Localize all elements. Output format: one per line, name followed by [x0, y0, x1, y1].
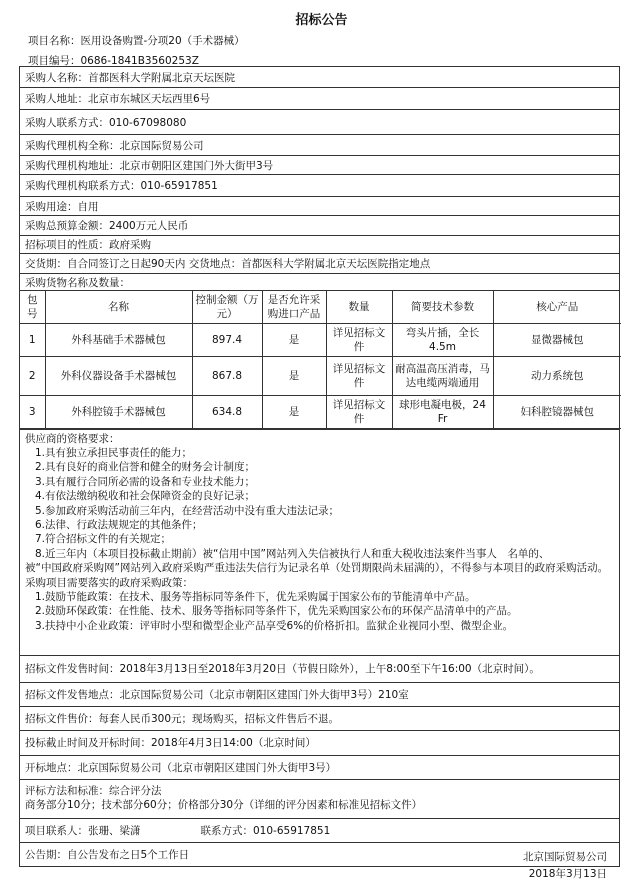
list-item: 1.鼓励节能政策：在技术、服务等指标同等条件下，优先采购属于国家公布的节能清单中产品。 — [35, 590, 476, 603]
list-item: 2.鼓励环保政策：在性能、技术、服务等指标同等条件下，优先采购国家公布的环保产品清单中的产品。 — [35, 605, 518, 618]
project-number: 项目编号：0686-1841B3560253Z — [28, 55, 199, 67]
cell-core: 显微器械包 — [493, 323, 621, 356]
table-row — [20, 356, 621, 395]
cell-import: 是 — [262, 323, 326, 356]
evaluation — [20, 780, 619, 819]
cell-amount: 867.8 — [192, 356, 262, 395]
budget: 采购总预算金额：2400万元人民币 — [20, 216, 619, 236]
header-amount: 控制金额（万元） — [192, 291, 262, 323]
header-quantity: 数量 — [326, 291, 392, 323]
contact-person: 项目联系人：张珊、梁潇 — [25, 824, 141, 837]
list-item-continued: 被“中国政府采购网”网站列入政府采购严重违法失信行为记录名单（处罚期限尚未届满的），不得参与本项目的政府采购活动。 — [25, 562, 609, 575]
requirements-section — [20, 430, 619, 656]
list-item: 1.具有独立承担民事责任的能力； — [35, 446, 193, 459]
goods-table-wrap — [20, 291, 619, 430]
goods-heading: 采购货物名称及数量： — [20, 274, 619, 291]
contact-phone: 联系方式：010-65917851 — [200, 824, 331, 837]
list-item: 6.法律、行政法规规定的其他条件； — [35, 518, 203, 531]
cell-package: 2 — [20, 356, 45, 395]
agency-contact: 采购代理机构联系方式：010-65917851 — [20, 175, 619, 197]
evaluation-method: 评标方法和标准：综合评分法 — [25, 784, 162, 797]
cell-quantity: 详见招标文件 — [326, 356, 392, 395]
purpose: 采购用途：自用 — [20, 197, 619, 216]
cell-params: 弯头片插，全长4.5m — [392, 323, 493, 356]
list-item: 2.具有良好的商业信誉和健全的财务会计制度； — [35, 461, 256, 474]
cell-name: 外科仪器设备手术器械包 — [45, 356, 192, 395]
header-package: 包号 — [20, 291, 45, 323]
header-params: 简要技术参数 — [392, 291, 493, 323]
delivery: 交货期：自合同签订之日起90天内 交货地点：首都医科大学附属北京天坛医院指定地点 — [20, 254, 619, 274]
sale-place: 招标文件发售地点：北京国际贸易公司（北京市朝阳区建国门外大街甲3号）210室 — [20, 683, 619, 707]
table-row — [20, 323, 621, 356]
buyer-address: 采购人地址：北京市东城区天坛西里6号 — [20, 88, 619, 110]
cell-package: 3 — [20, 395, 45, 428]
list-item: 5.参加政府采购活动前三年内，在经营活动中没有重大违法记录； — [35, 504, 340, 517]
header-name: 名称 — [45, 291, 192, 323]
bid-deadline: 投标截止时间及开标时间：2018年4月3日14:00（北京时间） — [20, 731, 619, 756]
cell-quantity: 详见招标文件 — [326, 323, 392, 356]
cell-core: 动力系统包 — [493, 356, 621, 395]
page-title: 招标公告 — [295, 13, 348, 28]
goods-header-row — [20, 291, 621, 323]
contact-row — [20, 819, 619, 843]
announcement-period: 公告期：自公告发布之日5个工作日 — [25, 848, 190, 861]
project-nature: 招标项目的性质：政府采购 — [20, 236, 619, 254]
agency-name: 采购代理机构全称：北京国际贸易公司 — [20, 135, 619, 156]
policy-heading: 采购项目需要落实的政府采购政策： — [25, 576, 193, 589]
signature-date: 2018年3月13日 — [528, 868, 607, 880]
cell-name: 外科腔镜手术器械包 — [45, 395, 192, 428]
buyer-name: 采购人名称：首都医科大学附属北京天坛医院 — [20, 67, 619, 88]
document-price: 招标文件售价：每套人民币300元；现场购买，招标文件售后不退。 — [20, 707, 619, 731]
cell-amount: 897.4 — [192, 323, 262, 356]
list-item: 4.有依法缴纳税收和社会保障资金的良好记录； — [35, 490, 256, 503]
table-row — [20, 395, 621, 428]
announcement-table — [19, 66, 620, 867]
list-item: 8.近三年内（本项目投标截止期前）被“信用中国”网站列入失信被执行人和重大税收违法案件当事人 名单的、 — [35, 547, 550, 560]
cell-core: 妇科腔镜器械包 — [493, 395, 621, 428]
header-import: 是否允许采购进口产品 — [262, 291, 326, 323]
list-item: 7.符合招标文件的有关规定； — [35, 533, 172, 546]
agency-address: 采购代理机构地址：北京市朝阳区建国门外大街甲3号 — [20, 156, 619, 175]
list-item: 3.扶持中小企业政策：评审时小型和微型企业产品享受6%的价格折扣。监狱企业视同小型、微型企业。 — [35, 619, 514, 632]
goods-table — [20, 291, 621, 429]
buyer-contact: 采购人联系方式：010-67098080 — [20, 110, 619, 135]
qualification-heading: 供应商的资格要求： — [25, 432, 120, 445]
cell-amount: 634.8 — [192, 395, 262, 428]
project-name: 项目名称：医用设备购置-分项20（手术器械） — [28, 35, 245, 47]
sale-time: 招标文件发售时间：2018年3月13日至2018年3月20日（节假日除外），上午8:00至下午16:00（北京时间）。 — [20, 656, 619, 683]
signature-company: 北京国际贸易公司 — [523, 851, 607, 863]
cell-quantity: 详见招标文件 — [326, 395, 392, 428]
list-item: 3.具有履行合同所必需的设备和专业技术能力； — [35, 475, 256, 488]
cell-params: 耐高温高压消毒，马达电缆两端通用 — [392, 356, 493, 395]
cell-name: 外科基础手术器械包 — [45, 323, 192, 356]
header-core: 核心产品 — [493, 291, 621, 323]
cell-import: 是 — [262, 395, 326, 428]
evaluation-scores: 商务部分10分；技术部分60分；价格部分30分（详细的评分因素和标准见招标文件） — [25, 798, 423, 811]
opening-place: 开标地点：北京国际贸易公司（北京市朝阳区建国门外大街甲3号） — [20, 756, 619, 780]
cell-params: 球形电凝电极，24 Fr — [392, 395, 493, 428]
cell-import: 是 — [262, 356, 326, 395]
cell-package: 1 — [20, 323, 45, 356]
